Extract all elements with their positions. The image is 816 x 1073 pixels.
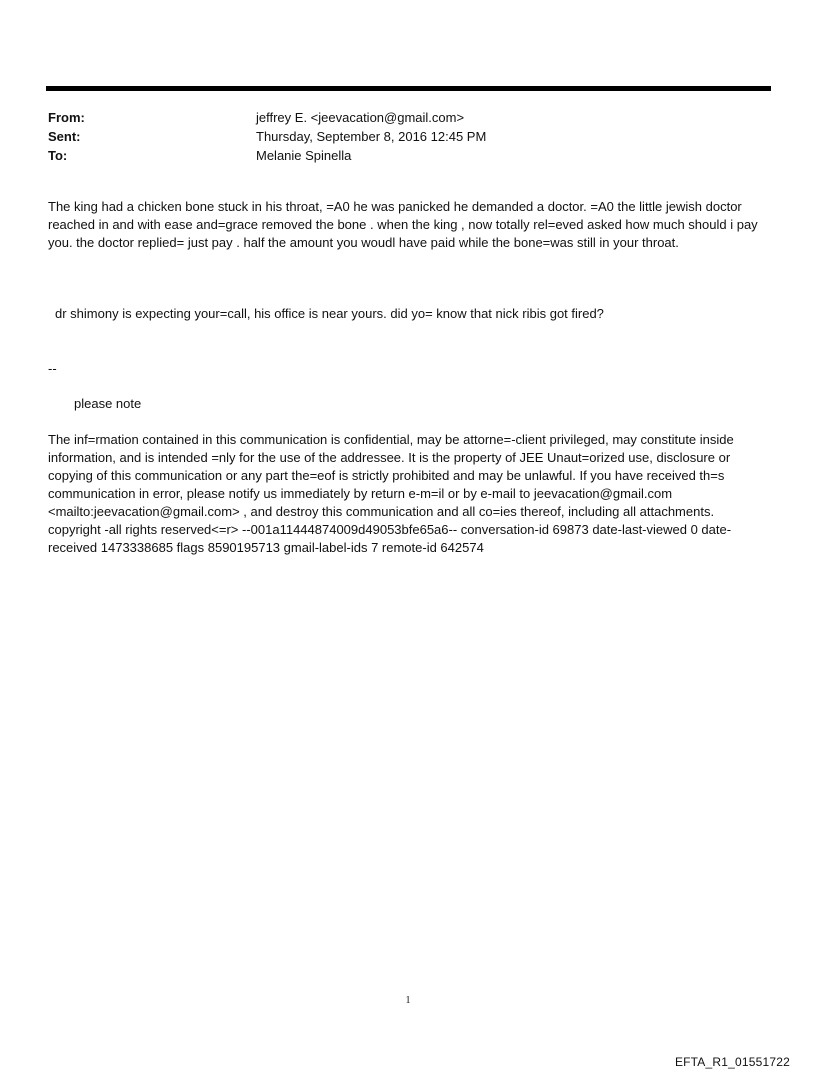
to-value: Melanie Spinella [256,148,352,163]
body-paragraph-2: dr shimony is expecting your=call, his office is near yours. did yo= know that nick ribis got fired? [55,306,604,321]
from-value: jeffrey E. <jeevacation@gmail.com> [256,110,465,125]
header-rule [46,86,771,91]
signature-separator: -- [48,361,57,376]
disclaimer-text: The inf=rmation contained in this communication is confidential, may be attorne=-client privileged, may constitute inside information, and is intended =nly for the use of the addressee. It is the property of JEE Unaut=orized use, disclosure or copying of this communication or any part the=eof is strictly prohibited and may be unlawful. If you have received th=s communication in error, please notify us immediately by return e-m=il or by e-mail to jeevacation@gmail.com <mailto:jeevacation@gmail.com> , and destroy this communication and all co=ies thereof, including all attachments. copyright -all rights reserved<=r> --001a11444874009d49053bfe65a6-- conversation-id 69873 date-last-viewed 0 date-received 1473338685 flags 8590195713 gmail-label-ids 7 remote-id 642574 [48,432,734,555]
from-label: From: [48,110,85,125]
sent-row [48,127,768,146]
from-row [48,108,768,127]
email-header [48,108,768,165]
to-row [48,146,768,165]
to-label: To: [48,148,68,163]
page-number: 1 [405,995,411,1006]
document-id: EFTA_R1_01551722 [674,1055,790,1069]
body-paragraph-1: The king had a chicken bone stuck in his throat, =A0 he was panicked he demanded a doctor. =A0 the little jewish doctor reached in and with ease and=grace removed the bone . when the king , now totally rel=eved asked how much should i pay you. the doctor replied= just pay . half the amount you woudl have paid while the bone=was still in your throat. [48,199,758,250]
note-heading: please note [74,396,142,411]
sent-value: Thursday, September 8, 2016 12:45 PM [256,129,487,144]
sent-label: Sent: [48,129,81,144]
